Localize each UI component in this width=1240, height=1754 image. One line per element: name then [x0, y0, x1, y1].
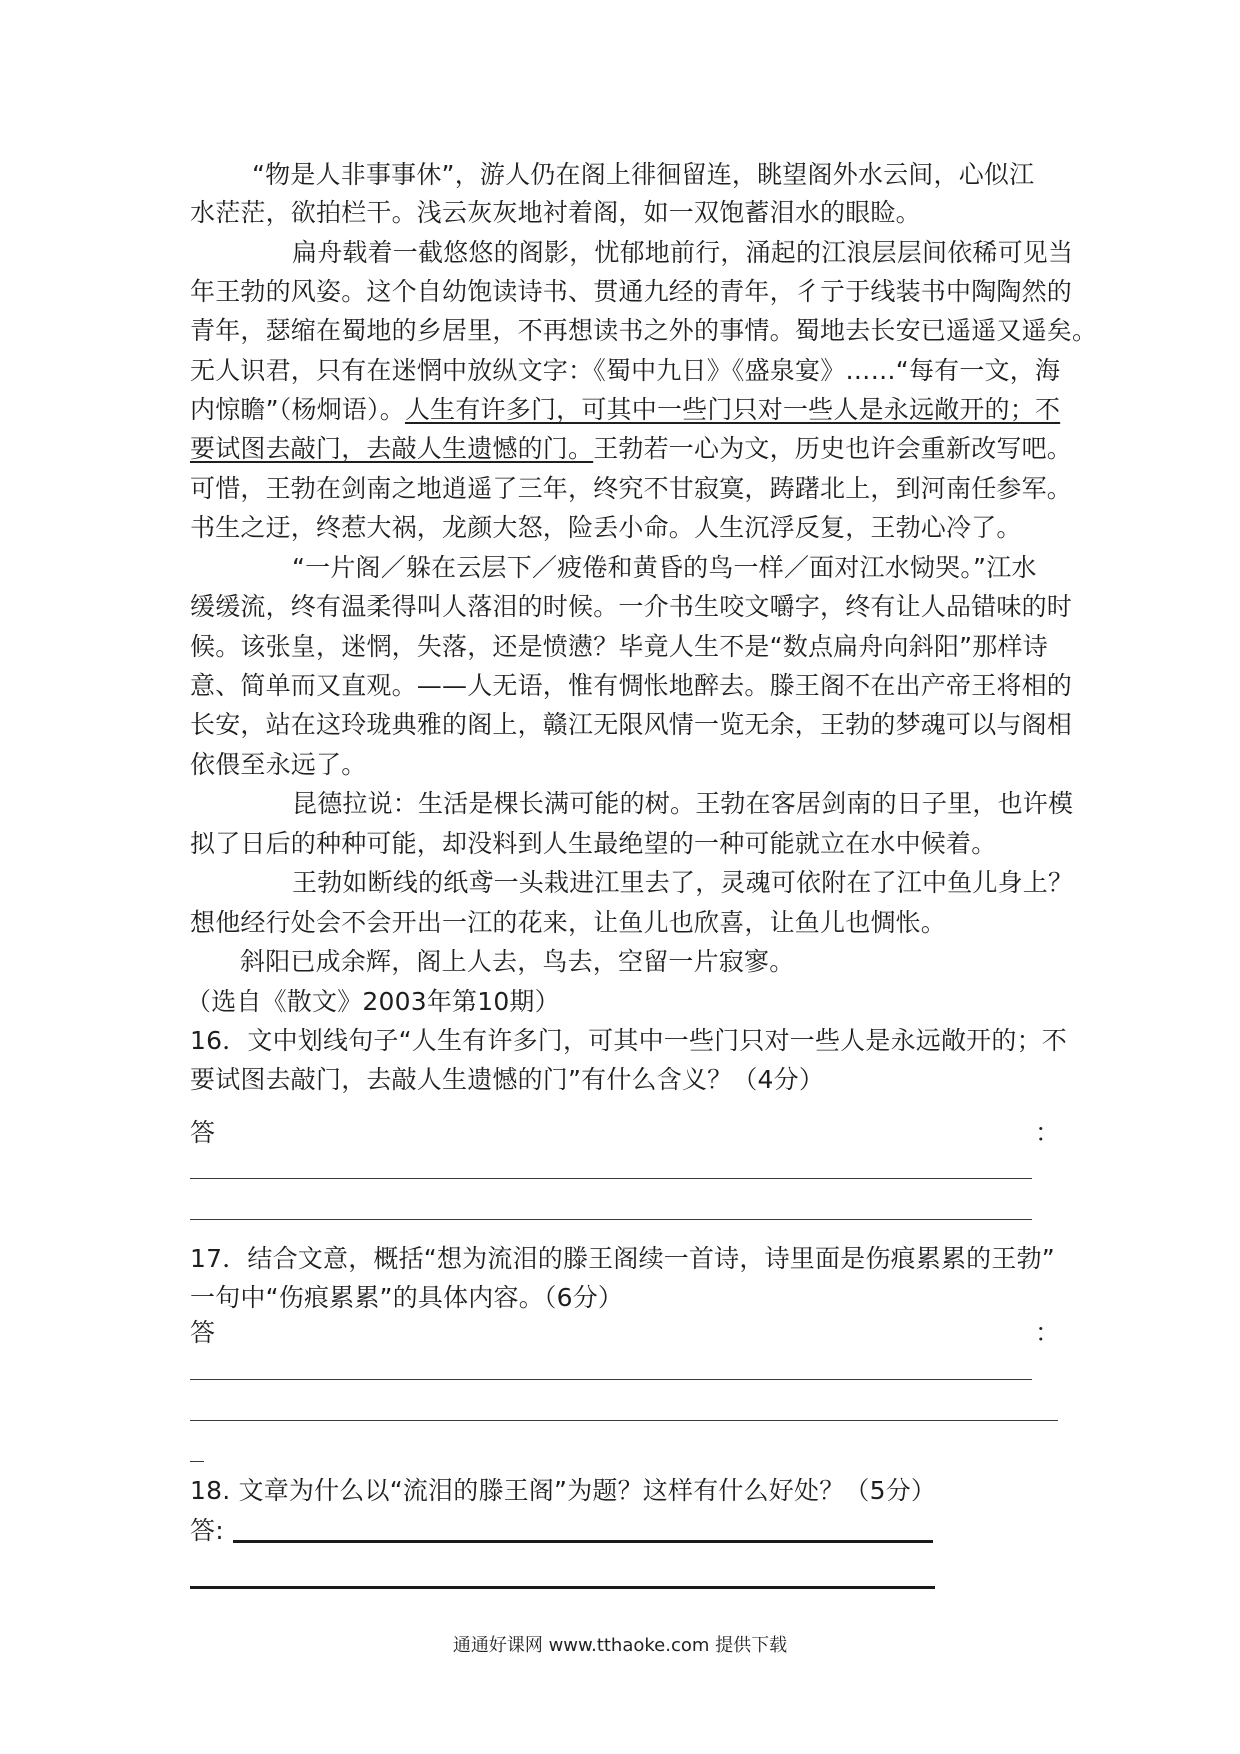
passage-line: 候。该张皇，迷惘，失落，还是愤懑？毕竟人生不是“数点扁舟向斜阳”那样诗 [190, 632, 1048, 661]
passage-line: “一片阁／躲在云层下／疲倦和黄昏的鸟一样／面对江水恸哭。”江水 [292, 553, 1037, 582]
passage-line: 年王勃的风姿。这个自幼饱读诗书、贯通九经的青年，彳亍于线装书中陶陶然的 [190, 277, 1073, 306]
passage-line: 可惜，王勃在剑南之地逍遥了三年，终究不甘寂寞，踌躇北上，到河南任参军。 [190, 474, 1073, 503]
passage-line: 青年，瑟缩在蜀地的乡居里，不再想读书之外的事情。蜀地去长安已遥遥又遥矣。 [190, 316, 1098, 345]
question-16: 16．文中划线句子“人生有许多门，可其中一些门只对一些人是永远敞开的；不 [190, 1026, 1067, 1055]
answer-line[interactable] [190, 1178, 1032, 1179]
passage-line: 斜阳已成余辉，阁上人去，鸟去，空留一片寂寥。 [240, 947, 795, 976]
answer-colon: ： [1035, 1318, 1061, 1347]
answer-line[interactable] [190, 1219, 1032, 1220]
page-footer: 通通好课网 www.tthaoke.com 提供下载 [452, 1635, 788, 1656]
passage-line [190, 434, 1072, 464]
answer-label: 答: [190, 1516, 224, 1545]
answer-label: 答 [190, 1318, 216, 1347]
question-18: 18. 文章为什么以“流泪的滕王阁”为题？这样有什么好处？（5分） [190, 1476, 937, 1505]
answer-line[interactable] [190, 1586, 935, 1589]
passage-line: 昆德拉说：生活是棵长满可能的树。王勃在客居剑南的日子里，也许模 [292, 789, 1074, 818]
answer-line[interactable] [190, 1420, 1058, 1421]
answer-label: 答 [190, 1118, 216, 1147]
question-17: 一句中“伤痕累累”的具体内容。（6分） [190, 1283, 624, 1312]
passage-line: 拟了日后的种种可能，却没料到人生最绝望的一种可能就立在水中候着。 [190, 829, 997, 858]
passage-text: 内惊瞻”（杨炯语）。 [190, 395, 405, 424]
passage-line: 无人识君，只有在迷惘中放纵文字：《蜀中九日》《盛泉宴》……“每有一文，海 [190, 356, 1061, 385]
passage-line: 书生之迂，终惹大祸，龙颜大怒，险丢小命。人生沉浮反复，王勃心冷了。 [190, 513, 1022, 542]
passage-line: 依偎至永远了。 [190, 750, 367, 779]
answer-line[interactable] [233, 1540, 933, 1543]
passage-line: 长安，站在这玲珑典雅的阁上，赣江无限风情一览无余，王勃的梦魂可以与阁相 [190, 710, 1073, 739]
passage-line: 水茫茫，欲拍栏干。浅云灰灰地衬着阁，如一双饱蓄泪水的眼睑。 [190, 198, 921, 227]
question-16: 要试图去敲门，去敲人生遗憾的门”有什么含义？（4分） [190, 1065, 825, 1094]
source-citation: （选自《散文》2003年第10期） [186, 987, 560, 1016]
answer-line-tail [190, 1461, 204, 1462]
question-17: 17．结合文意，概括“想为流泪的滕王阁续一首诗，诗里面是伤痕累累的王勃” [190, 1244, 1055, 1273]
underlined-sentence: 人生有许多门，可其中一些门只对一些人是永远敞开的；不 [404, 395, 1061, 424]
underlined-sentence: 要试图去敲门，去敲人生遗憾的门。 [190, 434, 594, 463]
passage-line: 意、简单而又直观。——人无语，惟有惆怅地醉去。滕王阁不在出产帝王将相的 [190, 671, 1073, 700]
passage-line [190, 395, 1060, 425]
passage-text: 王勃若一心为文，历史也许会重新改写吧。 [593, 434, 1073, 463]
passage-line: 扁舟载着一截悠悠的阁影，忧郁地前行，涌起的江浪层层间依稀可见当 [292, 238, 1074, 267]
answer-line[interactable] [190, 1379, 1032, 1380]
passage-line: 想他经行处会不会开出一江的花来，让鱼儿也欣喜，让鱼儿也惆怅。 [190, 908, 947, 937]
passage-line: 王勃如断线的纸鸢一头栽进江里去了，灵魂可依附在了江中鱼儿身上？ [292, 868, 1074, 897]
passage-line: 缓缓流，终有温柔得叫人落泪的时候。一介书生咬文嚼字，终有让人品错味的时 [190, 592, 1073, 621]
answer-colon: ： [1035, 1118, 1061, 1147]
passage-line: “物是人非事事休”，游人仍在阁上徘徊留连，眺望阁外水云间，心似江 [252, 160, 1035, 189]
